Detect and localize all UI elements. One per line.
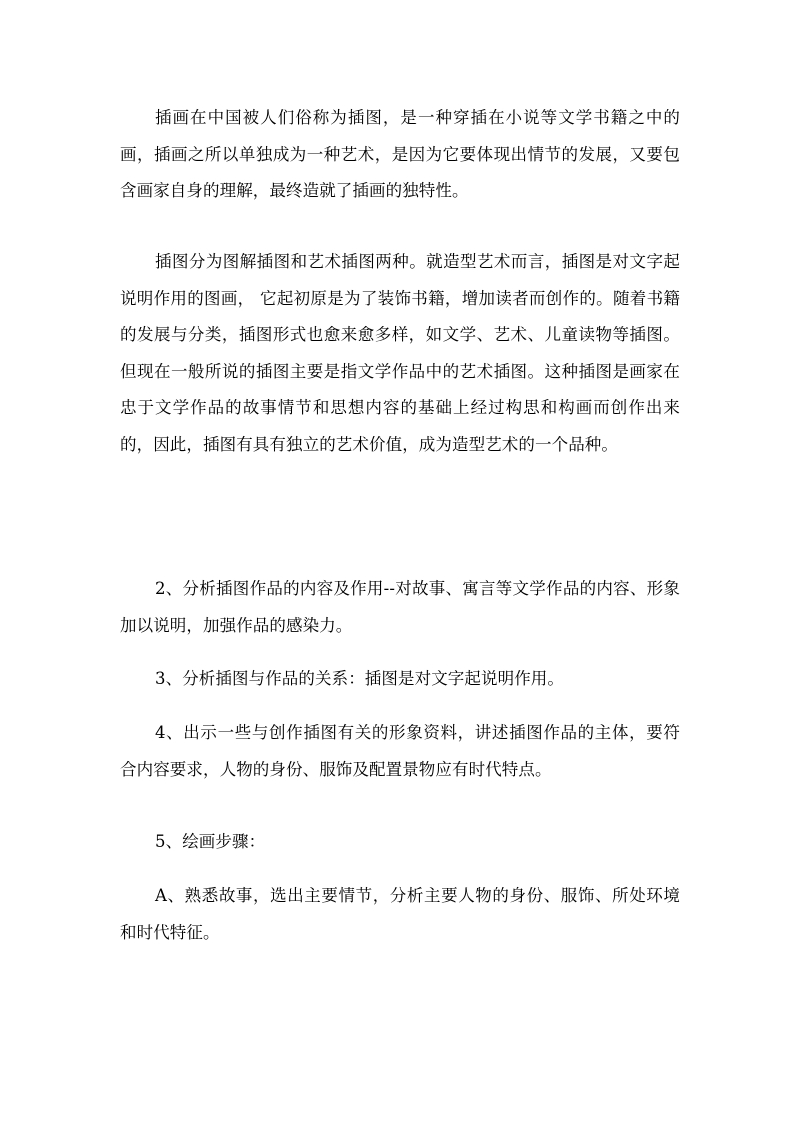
paragraph-step-3: 3、分析插图与作品的关系：插图是对文字起说明作用。 bbox=[155, 669, 564, 688]
paragraph-step-4: 4、出示一些与创作插图有关的形象资料，讲述插图作品的主体，要符合内容要求，人物的身份、服饰及配置景物应有时代特点。 bbox=[120, 723, 680, 779]
paragraph-step-2: 2、分析插图作品的内容及作用--对故事、寓言等文学作品的内容、形象加以说明，加强作品的感染力。 bbox=[120, 579, 680, 635]
paragraph-step-a: A、熟悉故事，选出主要情节，分析主要人物的身份、服饰、所处环境和时代特征。 bbox=[120, 886, 680, 942]
paragraph-step-5: 5、绘画步骤： bbox=[155, 832, 266, 851]
paragraph-illustration-definition: 插画在中国被人们俗称为插图，是一种穿插在小说等文学书籍之中的画，插画之所以单独成为一种艺术，是因为它要体现出情节的发展，又要包含画家自身的理解，最终造就了插画的独特性。 bbox=[120, 108, 680, 200]
paragraph-illustration-types: 插图分为图解插图和艺术插图两种。就造型艺术而言，插图是对文字起说明作用的图画， 它起初原是为了装饰书籍，增加读者而创作的。随着书籍的发展与分类，插图形式也愈来愈多样，如文学、艺术、儿童读物等插图。但现在一般所说的插图主要是指文学作品中的艺术插图。这种插图是画家在忠于文学作品的故事情节和思想内容的基础上经过构思和构画而创作出来的，因此，插图有具有独立的艺术价值，成为造型艺术的一个品种。 bbox=[120, 252, 680, 454]
